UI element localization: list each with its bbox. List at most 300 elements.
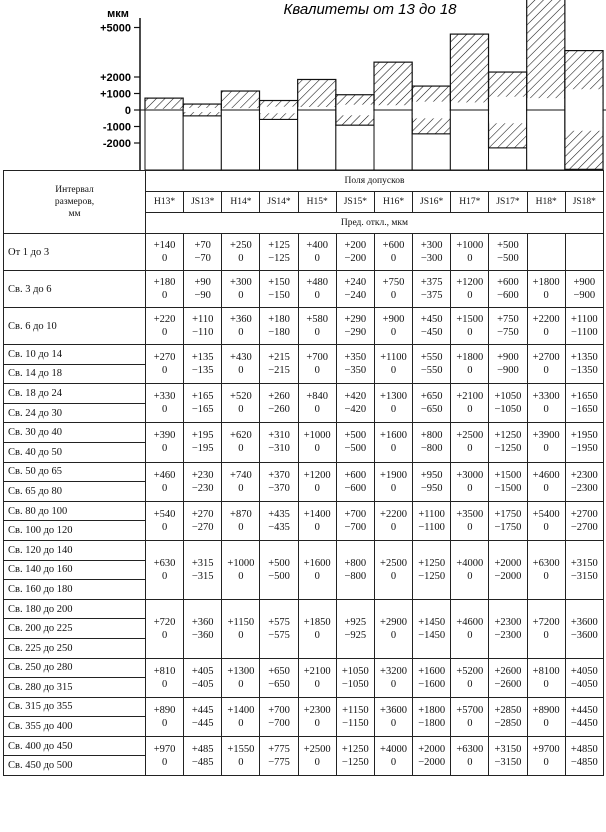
size-range-cell: Св. 3 до 6 (4, 271, 146, 308)
tolerance-chart (0, 0, 606, 170)
deviation-cell (413, 423, 451, 462)
upper-deviation: +1800 (532, 277, 560, 288)
upper-deviation: +1850 (303, 616, 331, 628)
column-header: JS13* (184, 192, 222, 213)
size-range-cell: Св. 14 до 18 (4, 364, 146, 384)
deviation-cell (222, 501, 260, 540)
deviation-cell (298, 234, 336, 271)
bars-group (145, 0, 603, 170)
lower-deviation: 0 (543, 365, 549, 377)
column-header: H14* (222, 192, 260, 213)
bar-stem (489, 148, 527, 170)
size-range-cell: Св. 140 до 160 (4, 560, 146, 580)
upper-deviation: +1800 (418, 704, 446, 716)
deviation-cell (146, 308, 184, 345)
lower-deviation: −900 (573, 290, 596, 301)
size-range-cell: Св. 160 до 180 (4, 580, 146, 600)
upper-deviation: +270 (191, 508, 214, 520)
deviation-cell (565, 345, 603, 384)
y-tick-label: -2000 (102, 138, 131, 150)
deviation-cell (565, 658, 603, 697)
upper-deviation: +700 (268, 704, 290, 716)
upper-deviation: +125 (268, 240, 290, 251)
deviation-cell (146, 423, 184, 462)
bar-H15* (298, 79, 336, 170)
table-row (4, 462, 604, 482)
deviation-cell (336, 599, 374, 658)
deviation-cell (565, 462, 603, 501)
upper-deviation: +4850 (570, 743, 598, 755)
lower-deviation: 0 (161, 570, 168, 582)
deviation-cell (336, 423, 374, 462)
deviation-cell (146, 736, 184, 775)
lower-deviation: 0 (161, 482, 168, 494)
lower-deviation: −600 (344, 482, 367, 494)
upper-deviation: +215 (268, 352, 290, 364)
upper-deviation: +810 (153, 665, 176, 677)
upper-deviation: +2000 (418, 743, 446, 755)
deviation-cell (336, 736, 374, 775)
bar-JS17* (489, 72, 527, 170)
deviation-cell (336, 308, 374, 345)
lower-deviation: −1650 (570, 404, 598, 416)
upper-deviation: +390 (153, 430, 176, 442)
upper-deviation: +240 (344, 277, 367, 288)
lower-deviation: −775 (268, 756, 290, 768)
size-range-cell: Св. 400 до 450 (4, 736, 146, 756)
deviation-cell (146, 384, 184, 423)
table-body (4, 234, 604, 776)
column-header: H17* (451, 192, 489, 213)
upper-deviation: +900 (573, 277, 596, 288)
upper-deviation: +180 (268, 314, 290, 325)
deviation-cell (413, 540, 451, 599)
lower-deviation: −650 (268, 678, 290, 690)
deviation-cell (374, 462, 412, 501)
upper-deviation: +4600 (532, 469, 560, 481)
bar-field (374, 62, 412, 110)
lower-deviation: −950 (420, 482, 443, 494)
deviation-cell (184, 540, 222, 599)
lower-deviation: −1250 (418, 570, 446, 582)
upper-deviation: +1250 (494, 430, 522, 442)
lower-deviation: 0 (161, 629, 168, 641)
deviation-cell (565, 384, 603, 423)
upper-deviation: +520 (230, 391, 252, 403)
upper-deviation: +2100 (303, 665, 331, 677)
lower-deviation: −1500 (494, 482, 522, 494)
deviation-cell (146, 658, 184, 697)
lower-deviation: −310 (268, 443, 290, 455)
lower-deviation: −1050 (341, 678, 369, 690)
upper-deviation: +2600 (494, 665, 522, 677)
deviation-cell (489, 697, 527, 736)
bar-stem (145, 110, 183, 170)
upper-deviation: +90 (194, 277, 211, 288)
upper-deviation: +1600 (303, 557, 331, 569)
deviation-cell (298, 697, 336, 736)
size-range-cell: Св. 30 до 40 (4, 423, 146, 443)
upper-deviation: +1400 (227, 704, 255, 716)
bar-field (450, 34, 488, 110)
size-range-cell: Св. 65 до 80 (4, 482, 146, 502)
deviation-cell (374, 599, 412, 658)
size-range-cell: Св. 180 до 200 (4, 599, 146, 619)
deviation-cell (413, 271, 451, 308)
deviation-cell (222, 308, 260, 345)
deviation-cell (336, 345, 374, 384)
lower-deviation: −435 (268, 521, 290, 533)
size-range-cell: Св. 80 до 100 (4, 501, 146, 521)
size-range-cell: От 1 до 3 (4, 234, 146, 271)
lower-deviation: 0 (543, 570, 549, 582)
lower-deviation: −90 (194, 290, 211, 301)
lower-deviation: −150 (268, 290, 290, 301)
bar-inner (336, 105, 373, 116)
upper-deviation: +400 (306, 240, 329, 251)
upper-deviation: +4600 (456, 616, 484, 628)
lower-deviation: −925 (344, 629, 367, 641)
lower-deviation: −2700 (570, 521, 598, 533)
lower-deviation: −800 (420, 443, 443, 455)
upper-deviation: +300 (420, 240, 443, 251)
upper-deviation: +430 (230, 352, 252, 364)
lower-deviation: −2300 (570, 482, 598, 494)
upper-deviation: +840 (306, 391, 329, 403)
lower-deviation: −240 (344, 290, 367, 301)
table-row (4, 599, 604, 619)
deviation-cell (374, 540, 412, 599)
lower-deviation: 0 (238, 404, 244, 416)
bar-H13* (145, 98, 183, 170)
column-header: H15* (298, 192, 336, 213)
deviation-cell (336, 234, 374, 271)
lower-deviation: −485 (191, 756, 214, 768)
bar-field (298, 79, 336, 110)
lower-deviation: −2000 (494, 570, 522, 582)
size-range-cell: Св. 225 до 250 (4, 638, 146, 658)
lower-deviation: −290 (344, 327, 367, 338)
upper-deviation: +435 (268, 508, 290, 520)
bar-JS18* (565, 51, 603, 170)
bar-inner (260, 107, 297, 114)
upper-deviation: +580 (306, 314, 329, 325)
deviation-cell (489, 271, 527, 308)
deviation-cell (527, 423, 565, 462)
upper-deviation: +270 (153, 352, 176, 364)
y-tick-label: +2000 (100, 72, 131, 84)
upper-deviation: +740 (230, 469, 252, 481)
lower-deviation: 0 (314, 717, 320, 729)
upper-deviation: +750 (382, 277, 405, 288)
y-tick-label: -1000 (102, 121, 131, 134)
deviation-cell (260, 736, 298, 775)
column-header: H18* (527, 192, 565, 213)
lower-deviation: −650 (420, 404, 443, 416)
deviation-cell (451, 271, 489, 308)
deviation-cell (451, 658, 489, 697)
upper-deviation: +150 (268, 277, 290, 288)
deviation-cell (222, 736, 260, 775)
deviation-cell (565, 271, 603, 308)
y-tick-label: +5000 (100, 22, 131, 35)
upper-deviation: +1800 (456, 352, 484, 364)
column-header: JS18* (565, 192, 603, 213)
upper-deviation: +1100 (418, 508, 445, 520)
upper-deviation: +2200 (532, 314, 560, 325)
deviation-cell (489, 540, 527, 599)
upper-deviation: +720 (153, 616, 176, 628)
deviation-cell (146, 345, 184, 384)
upper-deviation: +3900 (532, 430, 560, 442)
bar-inner (565, 89, 602, 131)
deviation-cell (413, 462, 451, 501)
deviation-cell (298, 384, 336, 423)
lower-deviation: 0 (390, 678, 397, 690)
column-header: JS16* (413, 192, 451, 213)
lower-deviation: 0 (467, 629, 473, 641)
table-row (4, 345, 604, 365)
bar-inner (375, 105, 412, 110)
deviation-cell (565, 599, 603, 658)
deviation-cell (489, 423, 527, 462)
bar-stem (374, 110, 412, 170)
lower-deviation: 0 (314, 327, 320, 338)
deviation-cell (565, 736, 603, 775)
deviation-cell (222, 462, 260, 501)
upper-deviation: +445 (191, 704, 214, 716)
upper-deviation: +220 (153, 314, 176, 325)
size-range-cell: Св. 280 до 315 (4, 678, 146, 698)
deviation-cell (451, 736, 489, 775)
lower-deviation: 0 (467, 404, 473, 416)
upper-deviation: +900 (497, 352, 519, 364)
upper-deviation: +2300 (494, 616, 522, 628)
size-range-cell: Св. 250 до 280 (4, 658, 146, 678)
upper-deviation: +1500 (456, 314, 484, 325)
bar-JS13* (183, 104, 221, 170)
deviation-cell (527, 234, 565, 271)
upper-deviation: +1600 (418, 665, 446, 677)
table-row (4, 658, 604, 678)
deviation-cell (565, 501, 603, 540)
lower-deviation: −700 (268, 717, 290, 729)
deviation-cell (489, 308, 527, 345)
deviation-cell (298, 423, 336, 462)
lower-deviation: −1800 (418, 717, 446, 729)
upper-deviation: +630 (153, 557, 176, 569)
lower-deviation: 0 (467, 756, 473, 768)
lower-deviation: 0 (238, 253, 244, 264)
lower-deviation: −1450 (418, 629, 446, 641)
lower-deviation: 0 (467, 327, 473, 338)
upper-deviation: +3600 (570, 616, 598, 628)
lower-deviation: −1950 (570, 443, 598, 455)
deviation-cell (298, 658, 336, 697)
lower-deviation: 0 (314, 253, 320, 264)
upper-deviation: +2100 (456, 391, 484, 403)
lower-deviation: 0 (161, 756, 168, 768)
upper-deviation: +350 (344, 352, 367, 364)
bar-stem (336, 125, 374, 170)
deviation-cell (374, 658, 412, 697)
upper-deviation: +3300 (532, 391, 560, 403)
upper-deviation: +1500 (494, 469, 522, 481)
upper-deviation: +500 (344, 430, 367, 442)
lower-deviation: 0 (543, 678, 549, 690)
fields-header: Поля допусков (146, 171, 604, 192)
lower-deviation: 0 (238, 570, 244, 582)
bar-H14* (221, 91, 259, 170)
lower-deviation: 0 (161, 717, 168, 729)
upper-deviation: +1000 (227, 557, 255, 569)
size-range-cell: Св. 50 до 65 (4, 462, 146, 482)
table-row (4, 234, 604, 271)
size-range-cell: Св. 40 до 50 (4, 442, 146, 462)
lower-deviation: 0 (238, 629, 244, 641)
lower-deviation: −3600 (570, 629, 598, 641)
lower-deviation: 0 (314, 404, 320, 416)
lower-deviation: 0 (390, 327, 397, 338)
lower-deviation: −1150 (342, 717, 369, 729)
upper-deviation: +1200 (456, 277, 484, 288)
lower-deviation: −2600 (494, 678, 522, 690)
deviation-cell (336, 658, 374, 697)
lower-deviation: 0 (467, 678, 473, 690)
lower-deviation: 0 (238, 443, 244, 455)
upper-deviation: +450 (420, 314, 443, 325)
upper-deviation: +4050 (570, 665, 598, 677)
lower-deviation: −4050 (570, 678, 598, 690)
lower-deviation: −215 (268, 365, 290, 377)
lower-deviation: −2300 (494, 629, 522, 641)
deviation-cell (146, 599, 184, 658)
deviation-cell (146, 234, 184, 271)
bar-stem (298, 110, 336, 170)
lower-deviation: 0 (314, 365, 320, 377)
deviation-cell (298, 308, 336, 345)
upper-deviation: +360 (230, 314, 252, 325)
column-header: JS14* (260, 192, 298, 213)
upper-deviation: +925 (344, 616, 367, 628)
deviation-cell (565, 423, 603, 462)
lower-deviation: 0 (543, 327, 549, 338)
lower-deviation: 0 (314, 570, 320, 582)
upper-deviation: +7200 (532, 616, 560, 628)
bar-inner (184, 108, 221, 112)
upper-deviation: +6300 (456, 743, 484, 755)
upper-deviation: +970 (153, 743, 176, 755)
lower-deviation: −1350 (570, 365, 598, 377)
deviation-cell (336, 540, 374, 599)
bar-stem (221, 110, 259, 170)
lower-deviation: −600 (497, 290, 519, 301)
interval-header-line-2: размеров, (54, 197, 95, 207)
upper-deviation: +1900 (380, 469, 407, 481)
upper-deviation: +950 (420, 469, 443, 481)
deviation-cell (260, 271, 298, 308)
upper-deviation: +180 (153, 277, 176, 288)
deviation-cell (413, 384, 451, 423)
size-range-cell: Св. 24 до 30 (4, 403, 146, 423)
deviation-cell (298, 501, 336, 540)
deviation-cell (527, 540, 565, 599)
deviation-cell (184, 501, 222, 540)
upper-deviation: +250 (230, 240, 252, 251)
upper-deviation: +260 (268, 391, 290, 403)
upper-deviation: +230 (191, 469, 214, 481)
interval-header-line-1: Интервал (55, 185, 94, 195)
upper-deviation: +2900 (380, 616, 407, 628)
deviation-cell (527, 501, 565, 540)
upper-deviation: +1100 (380, 352, 407, 364)
deviation-cell (527, 697, 565, 736)
lower-deviation: 0 (238, 717, 244, 729)
deviation-cell (374, 384, 412, 423)
deviation-cell (146, 697, 184, 736)
deviation-cell (336, 271, 374, 308)
deviation-cell (413, 697, 451, 736)
lower-deviation: −405 (191, 678, 214, 690)
upper-deviation: +1300 (380, 391, 407, 403)
upper-deviation: +6300 (532, 557, 560, 569)
deviation-cell (451, 697, 489, 736)
column-header: H13* (146, 192, 184, 213)
lower-deviation: 0 (314, 290, 320, 301)
bar-stem (260, 119, 298, 170)
deviation-cell (413, 599, 451, 658)
deviation-cell (374, 271, 412, 308)
bar-JS16* (412, 86, 450, 170)
upper-deviation: +650 (268, 665, 290, 677)
deviation-cell (374, 736, 412, 775)
deviation-cell (451, 462, 489, 501)
deviation-cell (527, 736, 565, 775)
deviation-cell (184, 423, 222, 462)
lower-deviation: 0 (314, 756, 320, 768)
bar-stem (450, 110, 488, 170)
lower-deviation: 0 (467, 365, 473, 377)
lower-deviation: 0 (543, 756, 549, 768)
upper-deviation: +600 (344, 469, 367, 481)
size-range-cell: Св. 100 до 120 (4, 521, 146, 541)
lower-deviation: 0 (467, 443, 473, 455)
lower-deviation: −420 (344, 404, 367, 416)
lower-deviation: 0 (467, 482, 473, 494)
lower-deviation: 0 (390, 404, 397, 416)
chart-title: Квалитеты от 13 до 18 (283, 1, 457, 18)
upper-deviation: +3150 (570, 557, 598, 569)
upper-deviation: +4000 (380, 743, 407, 755)
size-range-cell: Св. 18 до 24 (4, 384, 146, 404)
lower-deviation: 0 (161, 404, 168, 416)
upper-deviation: +480 (306, 277, 329, 288)
bar-field (527, 0, 565, 110)
lower-deviation: 0 (161, 253, 168, 264)
deviation-cell (298, 345, 336, 384)
upper-deviation: +1000 (456, 240, 484, 251)
deviation-cell (527, 462, 565, 501)
tolerance-table (3, 170, 604, 776)
deviation-cell (260, 599, 298, 658)
deviation-cell (451, 540, 489, 599)
size-range-cell: Св. 450 до 500 (4, 756, 146, 776)
bar-field (145, 98, 183, 110)
upper-deviation: +70 (194, 240, 211, 251)
upper-deviation: +2300 (303, 704, 331, 716)
y-axis-unit-label: мкм (107, 8, 129, 20)
deviation-cell (260, 423, 298, 462)
